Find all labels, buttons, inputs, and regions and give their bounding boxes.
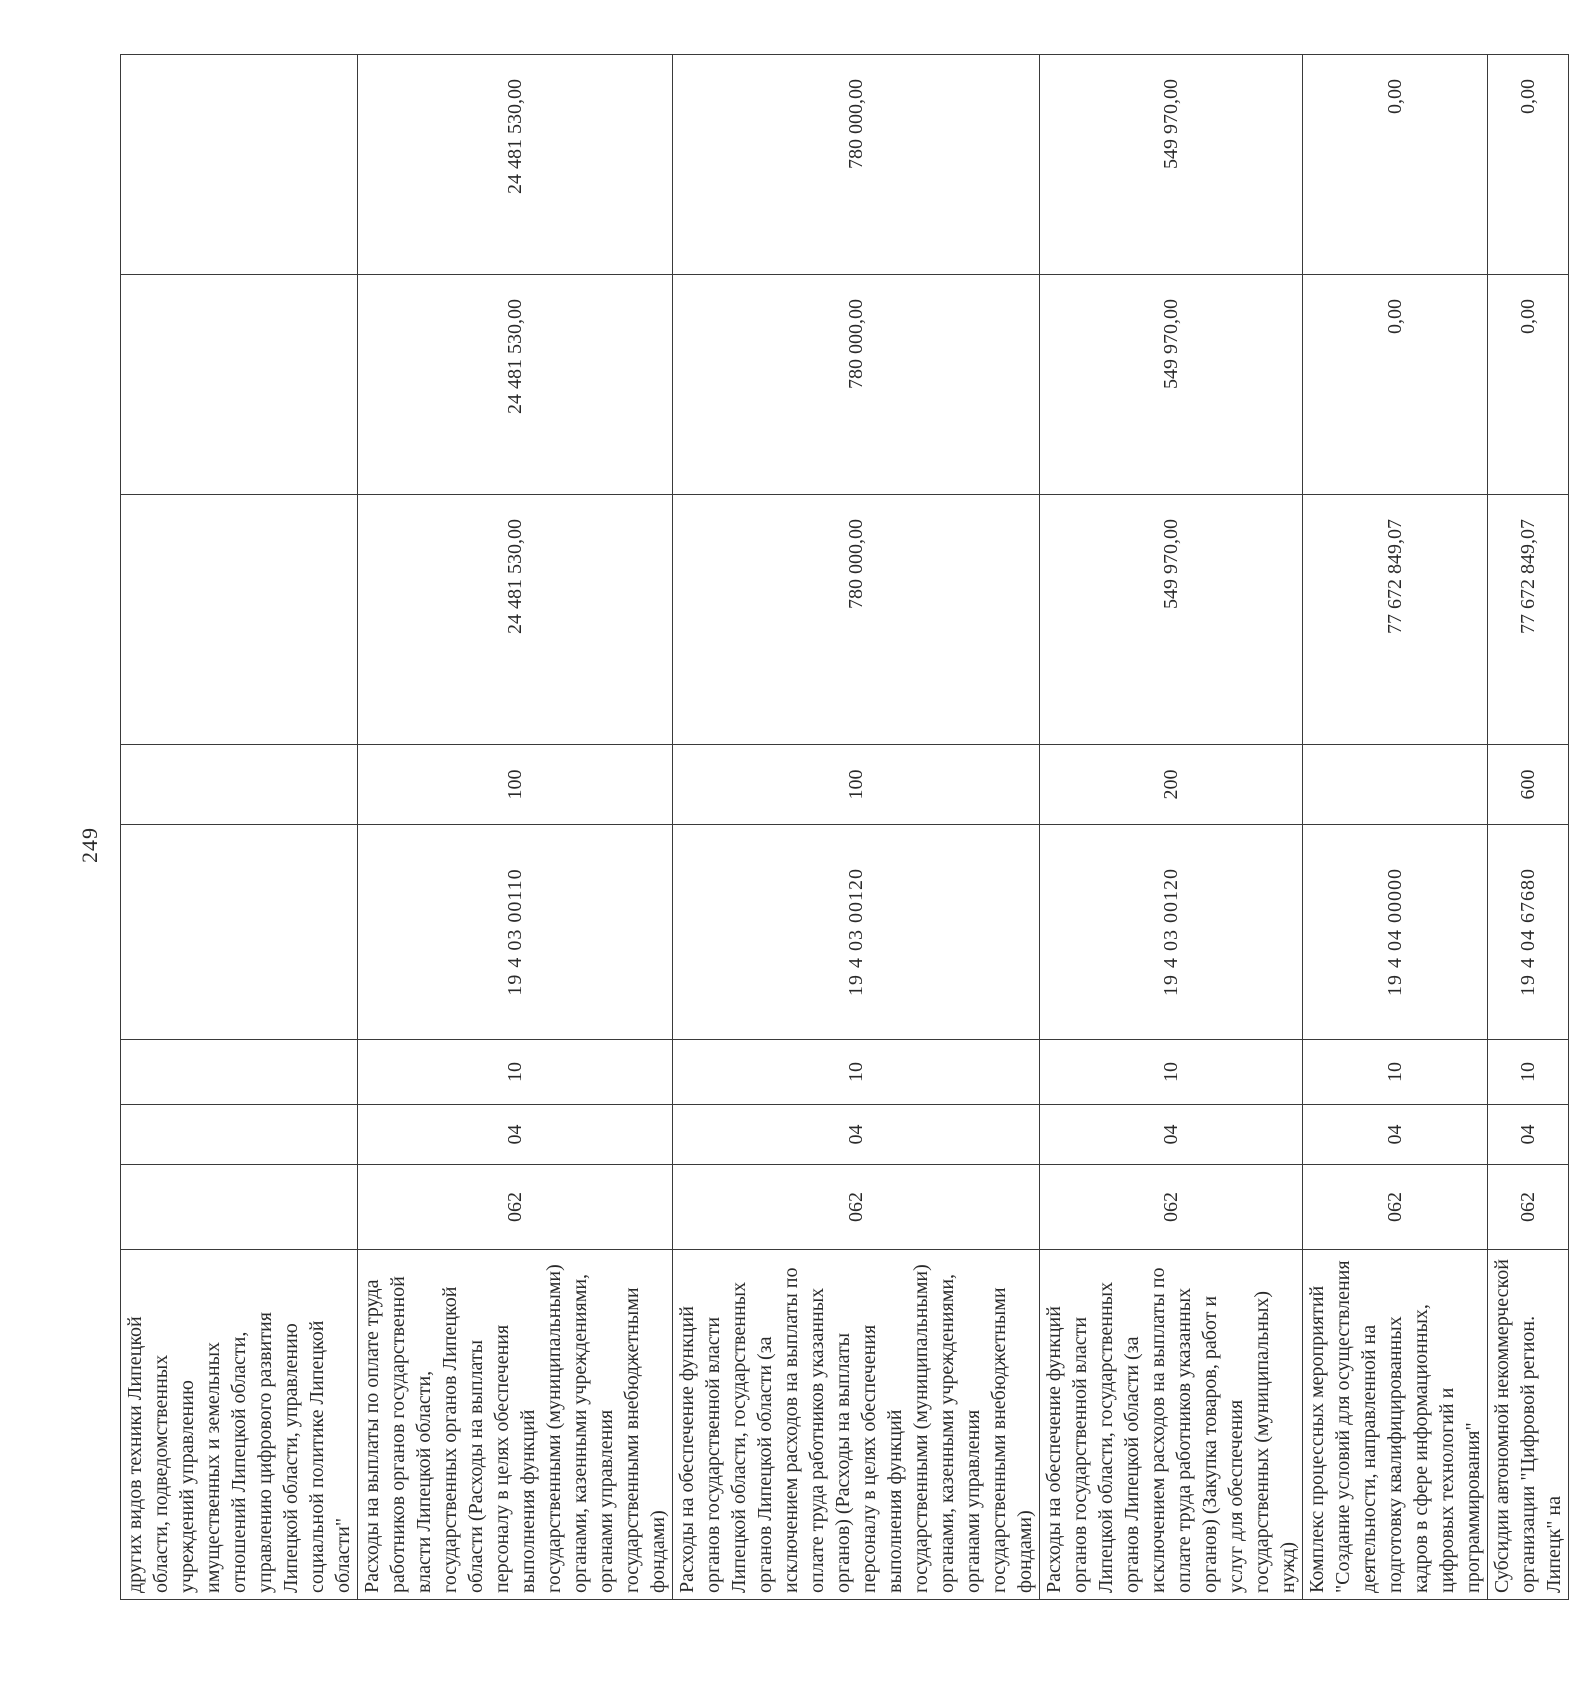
page-number: 249	[77, 827, 102, 863]
sum-year-1: 549 970,00	[1040, 495, 1303, 745]
row-name: Расходы на обеспечение функций органов государственной власти Липецкой области, государственных органов Липецкой области (за исключением расходов на выплаты по оплате труда работников указанных органов) (Расходы на выплаты персоналу в целях обеспечения выполнения функций государственными (муниципальными) органами, казенными учреждениями, органами управления государственными внебюджетными фондами)	[673, 1250, 1040, 1600]
subsection-code: 10	[358, 1040, 673, 1105]
sum-year-3: 549 970,00	[1040, 55, 1303, 275]
sum-year-3: 24 481 530,00	[358, 55, 673, 275]
target-code: 19 4 03 00110	[358, 825, 673, 1040]
expense-kind: 100	[358, 745, 673, 825]
subsection-code	[121, 1040, 358, 1105]
section-code: 04	[1040, 1105, 1303, 1165]
table-row	[1040, 55, 1303, 1600]
target-code: 19 4 03 00120	[1040, 825, 1303, 1040]
admin-code: 062	[673, 1165, 1040, 1250]
budget-table-container	[120, 55, 1565, 1600]
section-code: 04	[358, 1105, 673, 1165]
admin-code: 062	[358, 1165, 673, 1250]
expense-kind: 200	[1040, 745, 1303, 825]
sum-year-1: 24 481 530,00	[358, 495, 673, 745]
target-code: 19 4 04 00000	[1303, 825, 1488, 1040]
subsection-code: 10	[1488, 1040, 1569, 1105]
expense-kind: 100	[673, 745, 1040, 825]
subsection-code: 10	[1040, 1040, 1303, 1105]
target-code	[121, 825, 358, 1040]
admin-code: 062	[1040, 1165, 1303, 1250]
sum-year-3: 0,00	[1303, 55, 1488, 275]
table-row	[673, 55, 1040, 1600]
admin-code: 062	[1303, 1165, 1488, 1250]
table-row	[1303, 55, 1488, 1600]
sum-year-3: 0,00	[1488, 55, 1569, 275]
budget-table	[120, 54, 1569, 1600]
table-row	[121, 55, 358, 1600]
sum-year-2: 0,00	[1303, 275, 1488, 495]
section-code: 04	[1488, 1105, 1569, 1165]
sum-year-2: 24 481 530,00	[358, 275, 673, 495]
target-code: 19 4 04 67680	[1488, 825, 1569, 1040]
row-name: Расходы на обеспечение функций органов государственной власти Липецкой области, государственных органов Липецкой области (за исключением расходов на выплаты по оплате труда работников указанных органов) (Закупка товаров, работ и услуг для обеспечения государственных (муниципальных) нужд)	[1040, 1250, 1303, 1600]
sum-year-2	[121, 275, 358, 495]
admin-code: 062	[1488, 1165, 1569, 1250]
expense-kind	[121, 745, 358, 825]
table-row	[1488, 55, 1569, 1600]
subsection-code: 10	[1303, 1040, 1488, 1105]
section-code: 04	[1303, 1105, 1488, 1165]
sum-year-2: 780 000,00	[673, 275, 1040, 495]
subsection-code: 10	[673, 1040, 1040, 1105]
section-code: 04	[673, 1105, 1040, 1165]
sum-year-2: 0,00	[1488, 275, 1569, 495]
expense-kind: 600	[1488, 745, 1569, 825]
sum-year-2: 549 970,00	[1040, 275, 1303, 495]
row-name: Расходы на выплаты по оплате труда работников органов государственной власти Липецкой области, государственных органов Липецкой области (Расходы на выплаты персоналу в целях обеспечения выполнения функций государственными (муниципальными) органами, казенными учреждениями, органами управления государственными внебюджетными фондами)	[358, 1250, 673, 1600]
sum-year-1: 77 672 849,07	[1303, 495, 1488, 745]
sum-year-3	[121, 55, 358, 275]
row-name: Комплекс процессных мероприятий "Создание условий для осуществления деятельности, направленной на подготовку квалифицированных кадров в сфере информационных, цифровых технологий и программирования"	[1303, 1250, 1488, 1600]
sum-year-1: 77 672 849,07	[1488, 495, 1569, 745]
sum-year-3: 780 000,00	[673, 55, 1040, 275]
expense-kind	[1303, 745, 1488, 825]
sum-year-1	[121, 495, 358, 745]
target-code: 19 4 03 00120	[673, 825, 1040, 1040]
admin-code	[121, 1165, 358, 1250]
section-code	[121, 1105, 358, 1165]
row-name: других видов техники Липецкой области, подведомственных учреждений управлению имущественных и земельных отношений Липецкой области, управлению цифрового развития Липецкой области, управлению социальной политике Липецкой области"	[121, 1250, 358, 1600]
row-name: Субсидии автономной некоммерческой организации "Цифровой регион. Липецк" на	[1488, 1250, 1569, 1600]
table-row	[358, 55, 673, 1600]
sum-year-1: 780 000,00	[673, 495, 1040, 745]
